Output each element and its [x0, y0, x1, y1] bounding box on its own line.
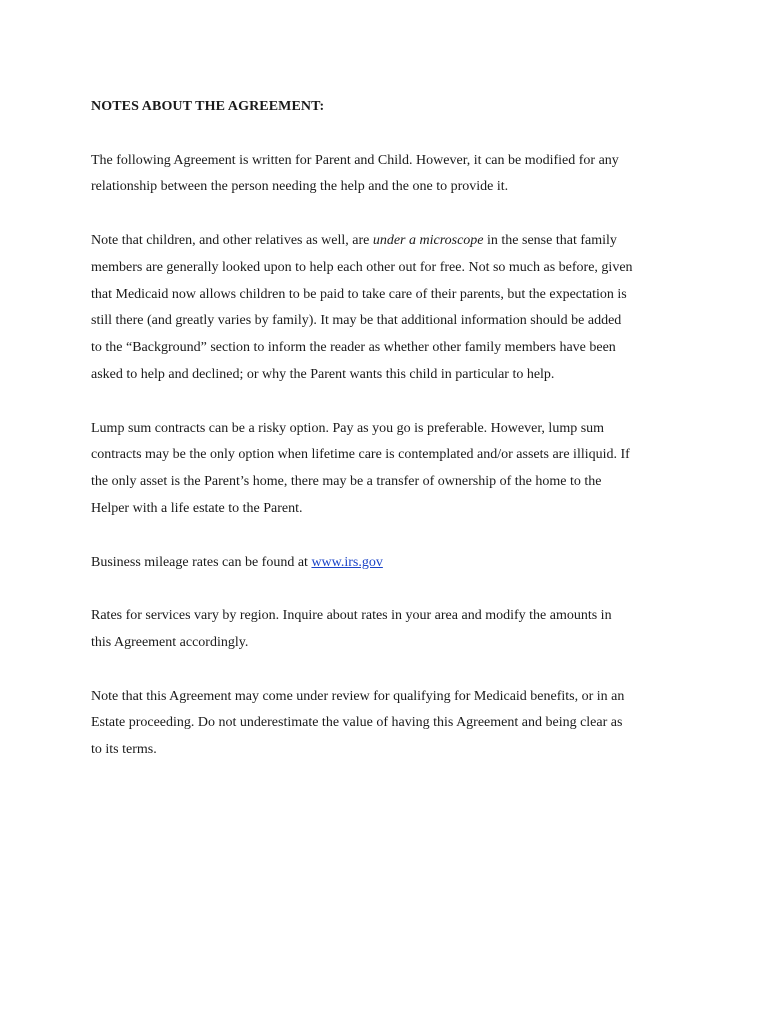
emphasis-text: under a microscope — [372, 232, 484, 248]
paragraph-children-note — [91, 228, 691, 389]
paragraph-line: Estate proceeding. Do not underestimate the value of having this Agreement and being clear as — [91, 715, 623, 731]
paragraph-line: asked to help and declined; or why the Parent wants this child in particular to help. — [91, 366, 555, 382]
text-segment: Business mileage rates can be found at — [91, 554, 312, 570]
paragraph-line: Lump sum contracts can be a risky option. Pay as you go is preferable. However, lump sum — [91, 420, 605, 436]
paragraph-line: to the “Background” section to inform the reader as whether other family members have been — [91, 340, 616, 356]
paragraph-line: this Agreement accordingly. — [91, 634, 249, 650]
paragraph-rates — [91, 603, 691, 657]
text-segment: Note that children, and other relatives as well, are — [91, 232, 373, 248]
paragraph-mileage — [91, 550, 691, 577]
paragraph-line: Rates for services vary by region. Inquire about rates in your area and modify the amounts in — [91, 608, 612, 624]
paragraph-line-mixed — [91, 228, 691, 255]
paragraph-line: relationship between the person needing the help and the one to provide it. — [91, 179, 509, 195]
paragraph-line: Note that this Agreement may come under review for qualifying for Medicaid benefits, or in an — [91, 688, 625, 704]
paragraph-line: still there (and greatly varies by family). It may be that additional information should be added — [91, 313, 622, 329]
paragraph-review — [91, 684, 691, 764]
document-body — [91, 94, 691, 791]
paragraph-line: The following Agreement is written for Parent and Child. However, it can be modified for any — [91, 152, 619, 168]
paragraph-line: that Medicaid now allows children to be paid to take care of their parents, but the expectation is — [91, 286, 627, 302]
paragraph-line: Helper with a life estate to the Parent. — [91, 500, 303, 516]
paragraph-line: contracts may be the only option when lifetime care is contemplated and/or assets are illiquid. If — [91, 447, 630, 463]
text-segment: in the sense that family — [483, 232, 617, 248]
irs-link[interactable]: www.irs.gov — [311, 554, 383, 570]
paragraph-line-mixed — [91, 550, 691, 577]
paragraph-intro — [91, 148, 691, 202]
paragraph-line: to its terms. — [91, 742, 157, 758]
paragraph-lump-sum — [91, 416, 691, 523]
paragraph-line: members are generally looked upon to help each other out for free. Not so much as before, given — [91, 259, 633, 275]
paragraph-line: the only asset is the Parent’s home, there may be a transfer of ownership of the home to the — [91, 474, 602, 490]
document-heading: NOTES ABOUT THE AGREEMENT: — [91, 99, 325, 114]
